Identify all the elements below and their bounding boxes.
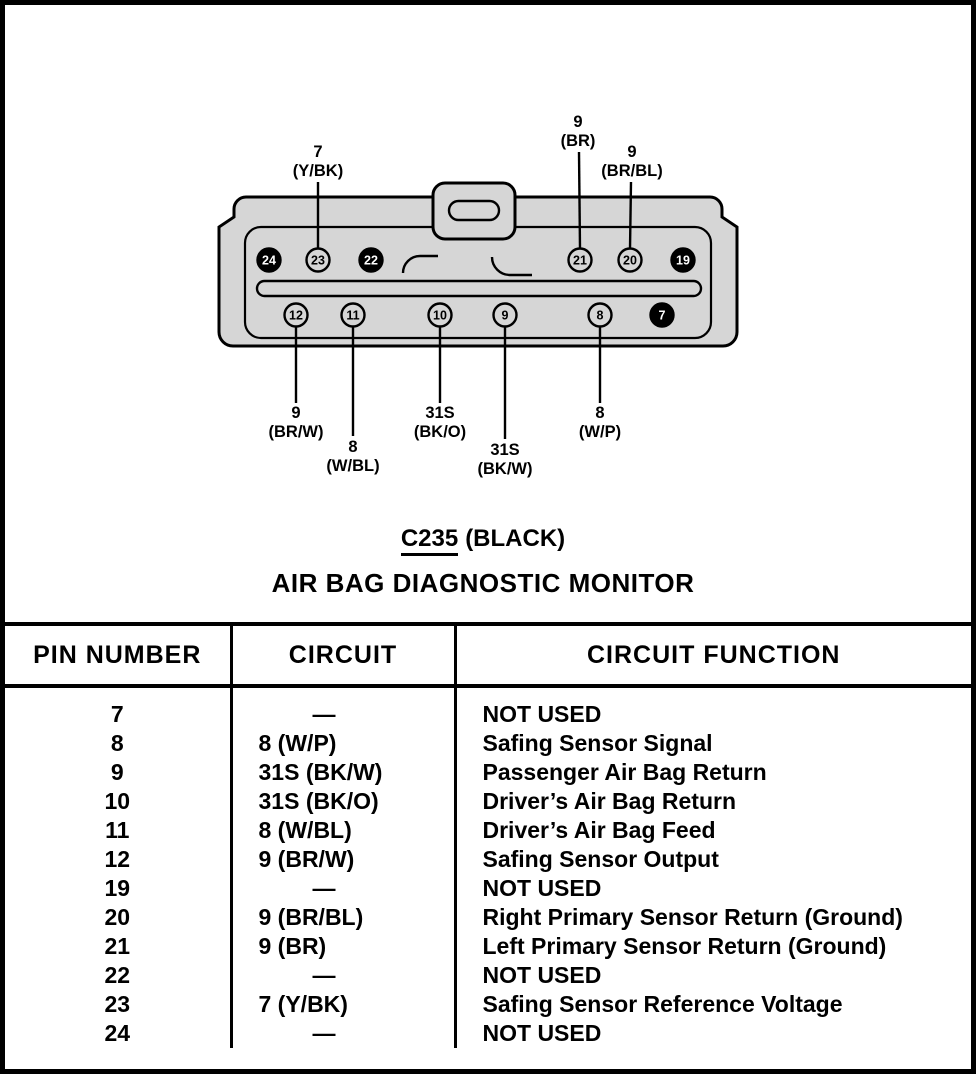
svg-text:24: 24 — [262, 253, 276, 268]
svg-text:23: 23 — [311, 253, 325, 268]
svg-text:20: 20 — [623, 253, 637, 268]
svg-text:(BR/BL): (BR/BL) — [601, 162, 663, 180]
connector-pin-23 — [307, 249, 330, 272]
table-row — [5, 961, 971, 990]
svg-text:(BR/W): (BR/W) — [268, 423, 324, 441]
connector-name: C235 — [401, 525, 458, 556]
svg-text:19: 19 — [676, 253, 690, 268]
svg-text:7: 7 — [313, 143, 323, 161]
table-row — [5, 845, 971, 874]
circuit-function-header: CIRCUIT FUNCTION — [455, 624, 971, 686]
circuit-cell: 9 (BR/W) — [231, 845, 455, 874]
wire-label-pin-9 — [478, 327, 533, 478]
connector-pin-20 — [619, 249, 642, 272]
svg-text:9: 9 — [501, 308, 509, 323]
circuit-function-cell: Driver’s Air Bag Return — [482, 788, 736, 814]
pin-number-cell: 11 — [5, 816, 231, 845]
table-row — [5, 686, 971, 729]
diagram-title: AIR BAG DIAGNOSTIC MONITOR — [271, 568, 695, 598]
svg-text:8: 8 — [348, 438, 358, 456]
table-row — [5, 816, 971, 845]
circuit-cell: — — [231, 961, 455, 990]
connector-pin-21 — [569, 249, 592, 272]
connector-pin-12 — [285, 304, 308, 327]
svg-text:31S: 31S — [490, 441, 520, 459]
pin-table-body — [5, 686, 971, 1048]
connector-pin-7 — [651, 304, 674, 327]
table-row — [5, 932, 971, 961]
pin-number-cell: 9 — [5, 758, 231, 787]
pin-number-cell: 12 — [5, 845, 231, 874]
circuit-function-cell: NOT USED — [482, 1020, 602, 1046]
circuit-function-cell: Right Primary Sensor Return (Ground) — [482, 904, 903, 930]
svg-text:8: 8 — [595, 404, 605, 422]
svg-text:31S: 31S — [425, 404, 455, 422]
svg-text:9: 9 — [573, 113, 583, 131]
pin-table-header — [5, 624, 971, 686]
connector-diagram — [5, 5, 971, 622]
circuit-function-cell: Safing Sensor Reference Voltage — [482, 991, 843, 1017]
svg-text:(BK/W): (BK/W) — [477, 460, 533, 478]
table-row — [5, 990, 971, 1019]
circuit-cell: 7 (Y/BK) — [231, 990, 455, 1019]
table-row — [5, 1019, 971, 1048]
circuit-function-cell: Left Primary Sensor Return (Ground) — [482, 933, 887, 959]
circuit-function-cell: Driver’s Air Bag Feed — [482, 817, 716, 843]
svg-text:21: 21 — [573, 253, 587, 268]
pin-number-cell: 22 — [5, 961, 231, 990]
svg-text:(W/BL): (W/BL) — [326, 457, 380, 475]
circuit-cell: — — [231, 1019, 455, 1048]
circuit-function-cell: NOT USED — [482, 962, 602, 988]
connector-color-label: (BLACK) — [465, 525, 566, 552]
connector-pin-8 — [589, 304, 612, 327]
svg-text:12: 12 — [289, 308, 303, 323]
pin-number-cell: 19 — [5, 874, 231, 903]
wire-label-pin-11 — [326, 327, 379, 475]
circuit-cell: 31S (BK/O) — [231, 787, 455, 816]
pin-number-cell: 10 — [5, 787, 231, 816]
connector-pin-22 — [360, 249, 383, 272]
circuit-header: CIRCUIT — [231, 624, 455, 686]
circuit-cell: 31S (BK/W) — [231, 758, 455, 787]
circuit-function-cell: Safing Sensor Output — [482, 846, 719, 872]
table-row — [5, 874, 971, 903]
svg-text:11: 11 — [346, 308, 360, 323]
connector-pin-9 — [494, 304, 517, 327]
circuit-function-cell: Safing Sensor Signal — [482, 730, 713, 756]
pin-table — [5, 622, 971, 1048]
svg-text:10: 10 — [433, 308, 447, 323]
svg-text:22: 22 — [364, 253, 378, 268]
pin-number-cell: 24 — [5, 1019, 231, 1048]
pin-number-cell: 8 — [5, 729, 231, 758]
circuit-cell: 8 (W/BL) — [231, 816, 455, 845]
connector-pin-10 — [429, 304, 452, 327]
header-row — [5, 624, 971, 686]
table-row — [5, 903, 971, 932]
connector-pin-19 — [672, 249, 695, 272]
table-row — [5, 729, 971, 758]
circuit-cell: — — [231, 686, 455, 729]
circuit-function-cell: Passenger Air Bag Return — [482, 759, 767, 785]
connector-pin-24 — [258, 249, 281, 272]
connector-title — [5, 525, 961, 553]
svg-text:8: 8 — [596, 308, 604, 323]
circuit-cell: — — [231, 874, 455, 903]
svg-text:(BR): (BR) — [560, 132, 596, 150]
svg-text:(Y/BK): (Y/BK) — [292, 162, 344, 180]
svg-text:9: 9 — [627, 143, 637, 161]
circuit-function-cell: NOT USED — [482, 701, 602, 727]
svg-text:7: 7 — [658, 308, 666, 323]
pin-number-cell: 20 — [5, 903, 231, 932]
connector-tab — [433, 183, 515, 239]
table-row — [5, 787, 971, 816]
pin-number-cell: 7 — [5, 686, 231, 729]
svg-text:9: 9 — [291, 404, 301, 422]
table-row — [5, 758, 971, 787]
pin-number-cell: 21 — [5, 932, 231, 961]
circuit-cell: 9 (BR) — [231, 932, 455, 961]
circuit-function-cell: NOT USED — [482, 875, 602, 901]
circuit-cell: 9 (BR/BL) — [231, 903, 455, 932]
svg-text:(BK/O): (BK/O) — [413, 423, 467, 441]
pin-number-header: PIN NUMBER — [5, 624, 231, 686]
circuit-cell: 8 (W/P) — [231, 729, 455, 758]
connector-pin-11 — [342, 304, 365, 327]
pin-number-cell: 23 — [5, 990, 231, 1019]
svg-text:(W/P): (W/P) — [578, 423, 622, 441]
